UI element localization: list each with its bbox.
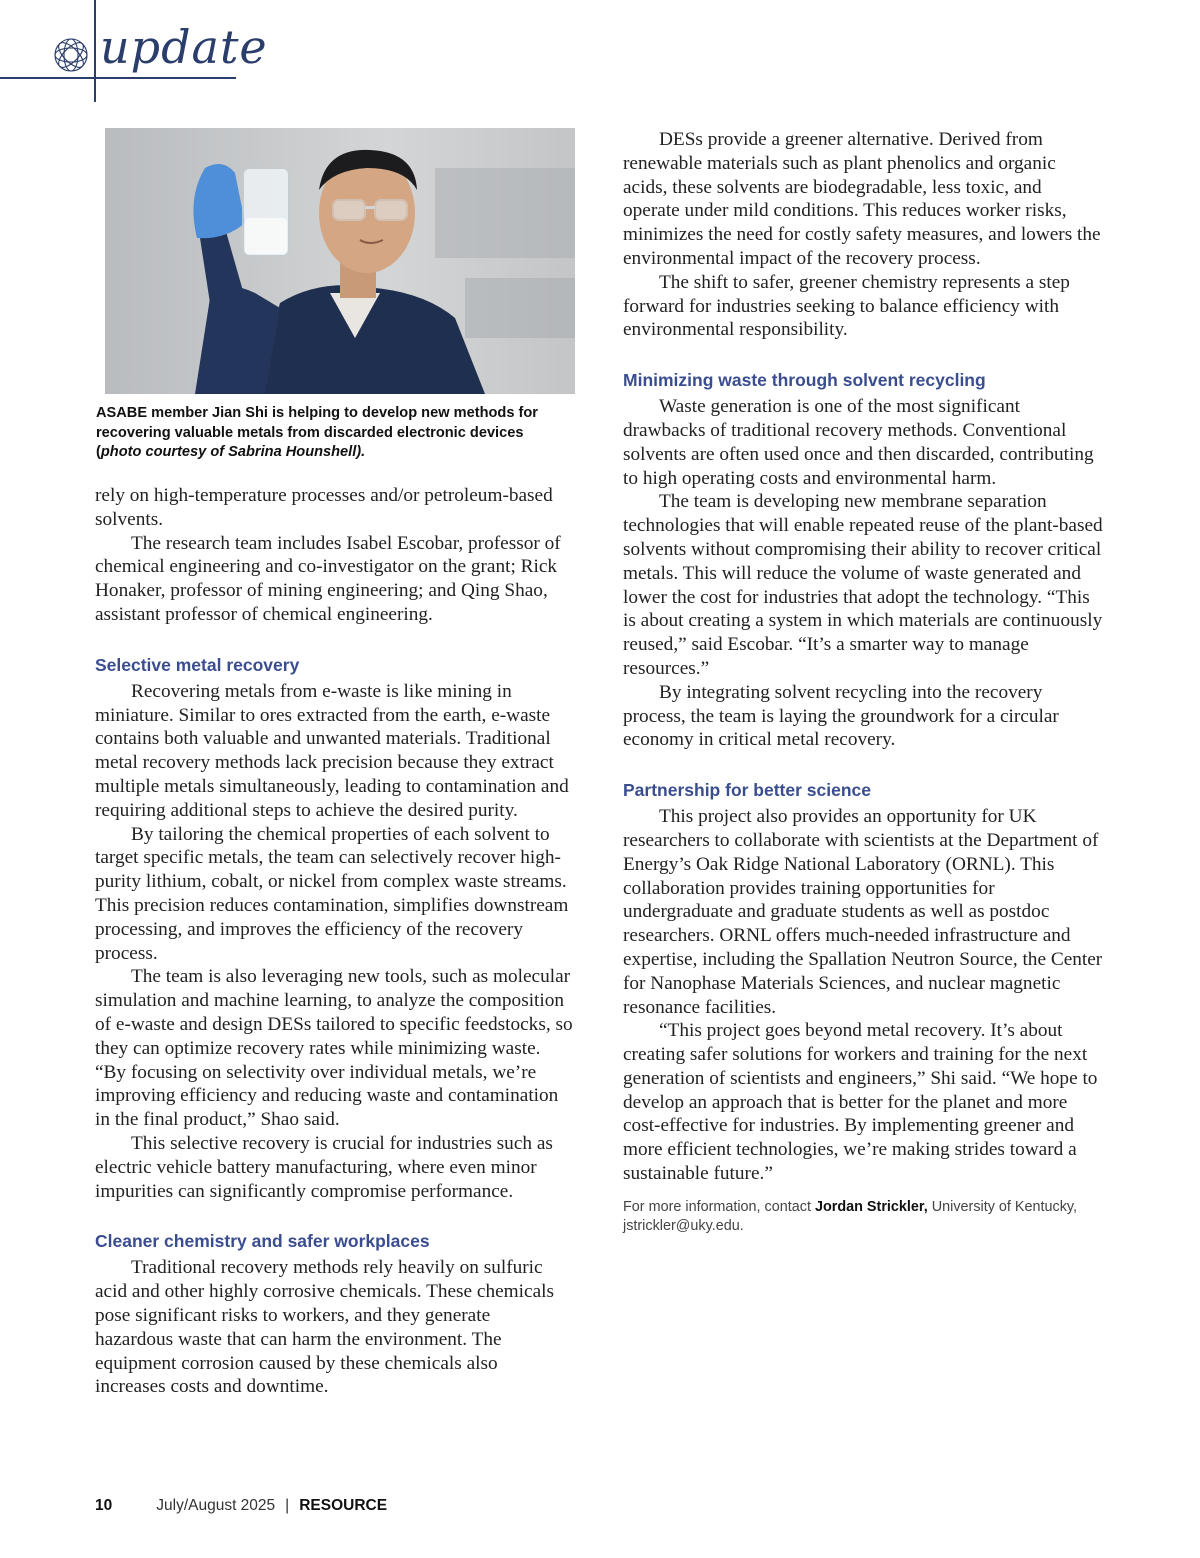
paragraph: Traditional recovery methods rely heavily on sulfuric acid and other highly corrosive chemicals. These chemicals pose significant risks to workers, and they generate hazardous waste that can harm the environment. The equipment corrosion caused by these chemicals also increases costs and downtime. [95,1257,555,1398]
contact-info [623,1198,1103,1237]
article-photo [105,128,575,394]
paragraph: rely on high-temperature processes and/or petroleum-based solvents. [95,485,553,530]
caption-text: ASABE member Jian Shi is helping to develop new methods for recovering valuable metals from discarded electronic devices ( [96,405,538,460]
scientist-holding-beaker-photo [105,128,575,394]
contact-name: Jordan Strickler, [814,1198,928,1215]
contact-details: University of Kentucky, jstrickler@uky.edu. [623,1198,1078,1235]
caption-credit: photo courtesy of Sabrina Hounshell). [100,444,366,460]
paragraph: DESs provide a greener alternative. Derived from renewable materials such as plant phenolics and organic acids, these solvents are biodegradable, less toxic, and operate under mild conditions. This reduces worker risks, minimizes the need for costly safety measures, and lowers the environmental impact of the recovery process. [623,129,1101,269]
paragraph: By integrating solvent recycling into the recovery process, the team is laying the groundwork for a circular economy in critical metal recovery. [623,681,1059,751]
page-number: 10 [95,1497,113,1514]
paragraph: The team is also leveraging new tools, such as molecular simulation and machine learning, to analyze the composition of e-waste and design DESs tailored to specific feedstocks, so they can optimize recovery rates while minimizing waste. “By focusing on selectivity over individual metals, we’re improving efficiency and reducing waste and contamination in the final product,” Shao said. [95,966,573,1131]
paragraph: Recovering metals from e-waste is like mining in miniature. Similar to ores extracted from the earth, e-waste contains both valuable and unwanted materials. Traditional metal recovery methods lack precision because they extract multiple metals simultaneously, leading to contamination and requiring additional steps to achieve the desired purity. [95,680,569,821]
section-heading: Cleaner chemistry and safer workplaces [95,1231,430,1252]
paragraph: The team is developing new membrane separation technologies that will enable repeated reuse of the plant-based solvents without compromising their ability to recover critical metals. This will reduce the volume of waste generated and lower the cost for industries that adopt the technology. “This is about creating a system in which materials are continuously reused,” said Escobar. “It’s a smarter way to manage resources.” [623,491,1103,679]
header-horizontal-rule [0,77,236,79]
right-column [623,128,1103,1237]
paragraph: “This project goes beyond metal recovery. It’s about creating safer solutions for workers and training for the next generation of scientists and engineers,” Shi said. “We hope to develop an approach that is better for the planet and more cost-effective for industries. By implementing greener and more efficient technologies, we’re making strides toward a sustainable future.” [623,1020,1098,1185]
photo-caption [96,404,566,463]
section-title: update [100,20,268,74]
paragraph: This project also provides an opportunity for UK researchers to collaborate with scientists at the Department of Energy’s Oak Ridge National Laboratory (ORNL). This collaboration provides training opportunities for undergraduate and graduate students as well as postdoc researchers. ORNL offers much-needed infrastructure and expertise, including the Spallation Neutron Source, the Center for Nanophase Materials Sciences, and nuclear magnetic resonance facilities. [623,806,1103,1018]
left-column [95,484,573,1399]
page-footer [95,1497,387,1515]
paragraph: Waste generation is one of the most significant drawbacks of traditional recovery methods. Conventional solvents are often used once and then discarded, contributing to high operating costs and environmental harm. [623,396,1094,489]
header-vertical-rule [94,0,96,102]
section-heading: Partnership for better science [623,780,871,801]
paragraph: The research team includes Isabel Escobar, professor of chemical engineering and co-investigator on the grant; Rick Honaker, professor of mining engineering; and Qing Shao, assistant professor of chemical engineering. [95,532,561,625]
issue-date: July/August 2025 [156,1497,276,1514]
paragraph: By tailoring the chemical properties of each solvent to target specific metals, the team can selectively recover high-purity lithium, cobalt, or nickel from complex waste streams. This precision reduces contamination, simplifies downstream processing, and improves the efficiency of the recovery process. [95,823,569,964]
paragraph: The shift to safer, greener chemistry represents a step forward for industries seeking to balance efficiency with environmental responsibility. [623,271,1070,341]
magazine-name: RESOURCE [299,1497,388,1514]
paragraph: This selective recovery is crucial for industries such as electric vehicle battery manufacturing, where even minor impurities can significantly compromise performance. [95,1132,553,1202]
contact-prefix: For more information, contact [623,1198,815,1215]
globe-mesh-icon [52,36,90,74]
section-heading: Minimizing waste through solvent recycling [623,370,986,391]
section-heading: Selective metal recovery [95,654,300,675]
footer-separator: | [285,1497,290,1514]
